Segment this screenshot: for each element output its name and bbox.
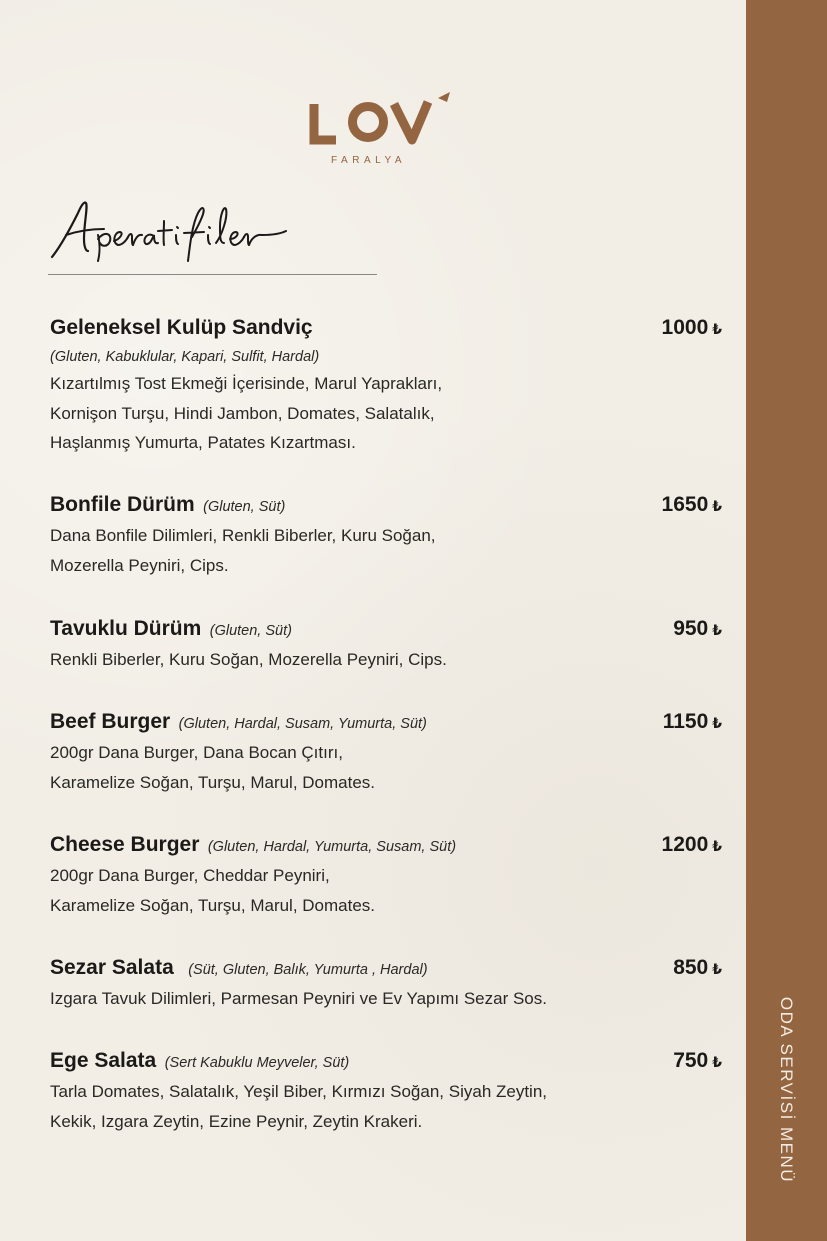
- item-name: Bonfile Dürüm: [50, 493, 195, 516]
- menu-item: [50, 617, 730, 675]
- item-description-line: Haşlanmış Yumurta, Patates Kızartması.: [50, 433, 356, 452]
- item-name: Ege Salata: [50, 1049, 157, 1072]
- item-description-line: 200gr Dana Burger, Cheddar Peyniri,: [50, 866, 330, 885]
- menu-item: [50, 710, 730, 797]
- item-price: [662, 316, 722, 340]
- item-header: [50, 316, 730, 340]
- item-description: [50, 861, 730, 920]
- side-label: ODA SERVİSİ MENÜ: [777, 996, 796, 1184]
- item-header: [50, 493, 730, 517]
- brand-logo-mark: [300, 92, 460, 152]
- item-price-value: 1150: [662, 710, 709, 733]
- menu-item: [50, 1049, 730, 1136]
- item-price-value: 850: [673, 956, 709, 979]
- item-header: [50, 1049, 730, 1073]
- item-price-value: 750: [673, 1049, 709, 1072]
- item-description-line: Kornişon Turşu, Hindi Jambon, Domates, Salatalık,: [50, 403, 435, 423]
- item-header: [50, 833, 730, 857]
- item-description: [50, 369, 730, 458]
- item-allergens: (Gluten, Süt): [209, 623, 292, 639]
- item-description-line: Kekik, Izgara Zeytin, Ezine Peynir, Zeytin Krakeri.: [50, 1111, 423, 1131]
- item-price-value: 1200: [661, 833, 709, 856]
- item-allergens: (Sert Kabuklu Meyveler, Süt): [164, 1055, 350, 1071]
- item-name: Geleneksel Kulüp Sandviç: [50, 316, 313, 339]
- currency-symbol: ₺: [712, 838, 722, 854]
- item-name: Tavuklu Dürüm: [50, 617, 202, 640]
- currency-symbol: ₺: [712, 1054, 722, 1070]
- currency-symbol: ₺: [712, 321, 722, 337]
- item-header: [50, 617, 730, 641]
- item-price: [673, 1049, 722, 1073]
- item-name: Cheese Burger: [50, 833, 200, 856]
- menu-item: [50, 833, 730, 920]
- item-price: [662, 493, 722, 517]
- item-description-line: Dana Bonfile Dilimleri, Renkli Biberler, Kuru Soğan,: [50, 526, 436, 545]
- section-divider: [48, 274, 377, 275]
- item-description-line: 200gr Dana Burger, Dana Bocan Çıtırı,: [50, 743, 343, 762]
- item-description-line: Karamelize Soğan, Turşu, Marul, Domates.: [50, 772, 376, 792]
- item-price: [663, 710, 722, 734]
- item-name: Sezar Salata: [50, 956, 174, 979]
- item-description-line: Kızartılmış Tost Ekmeği İçerisinde, Marul Yaprakları,: [50, 374, 443, 393]
- item-description-line: Izgara Tavuk Dilimleri, Parmesan Peyniri ve Ev Yapımı Sezar Sos.: [50, 989, 547, 1008]
- item-allergens: (Süt, Gluten, Balık, Yumurta , Hardal): [188, 962, 428, 978]
- item-price-value: 950: [673, 617, 709, 640]
- item-description-line: Renkli Biberler, Kuru Soğan, Mozerella Peyniri, Cips.: [50, 650, 447, 669]
- item-price: [662, 833, 722, 857]
- item-price-value: 1650: [661, 493, 709, 516]
- menu-item: [50, 493, 730, 580]
- item-header: [50, 710, 730, 734]
- item-description: [50, 521, 730, 580]
- item-allergens: (Gluten, Kabuklular, Kapari, Sulfit, Hardal): [50, 349, 320, 365]
- item-description-line: Karamelize Soğan, Turşu, Marul, Domates.: [50, 895, 376, 915]
- menu-item: [50, 956, 730, 1014]
- currency-symbol: ₺: [712, 961, 722, 977]
- item-price-value: 1000: [661, 316, 709, 339]
- brand-tagline: FARALYA: [331, 155, 407, 166]
- item-name: Beef Burger: [50, 710, 171, 733]
- menu-item: [50, 316, 730, 458]
- item-description: [50, 645, 730, 675]
- item-allergens: (Gluten, Hardal, Yumurta, Susam, Süt): [207, 839, 457, 855]
- item-description: [50, 1077, 730, 1136]
- item-description-line: Tarla Domates, Salatalık, Yeşil Biber, Kırmızı Soğan, Siyah Zeytin,: [50, 1082, 548, 1101]
- item-allergens: (Gluten, Hardal, Susam, Yumurta, Süt): [178, 716, 427, 732]
- item-price: [673, 956, 722, 980]
- item-description: [50, 738, 730, 797]
- currency-symbol: ₺: [712, 498, 722, 514]
- section-title-script: [48, 195, 288, 265]
- currency-symbol: ₺: [712, 622, 722, 638]
- item-description: [50, 984, 730, 1014]
- item-description-line: Mozerella Peyniri, Cips.: [50, 555, 229, 575]
- item-price: [673, 617, 722, 641]
- item-header: [50, 956, 730, 980]
- item-allergens: (Gluten, Süt): [203, 499, 286, 515]
- currency-symbol: ₺: [712, 715, 722, 731]
